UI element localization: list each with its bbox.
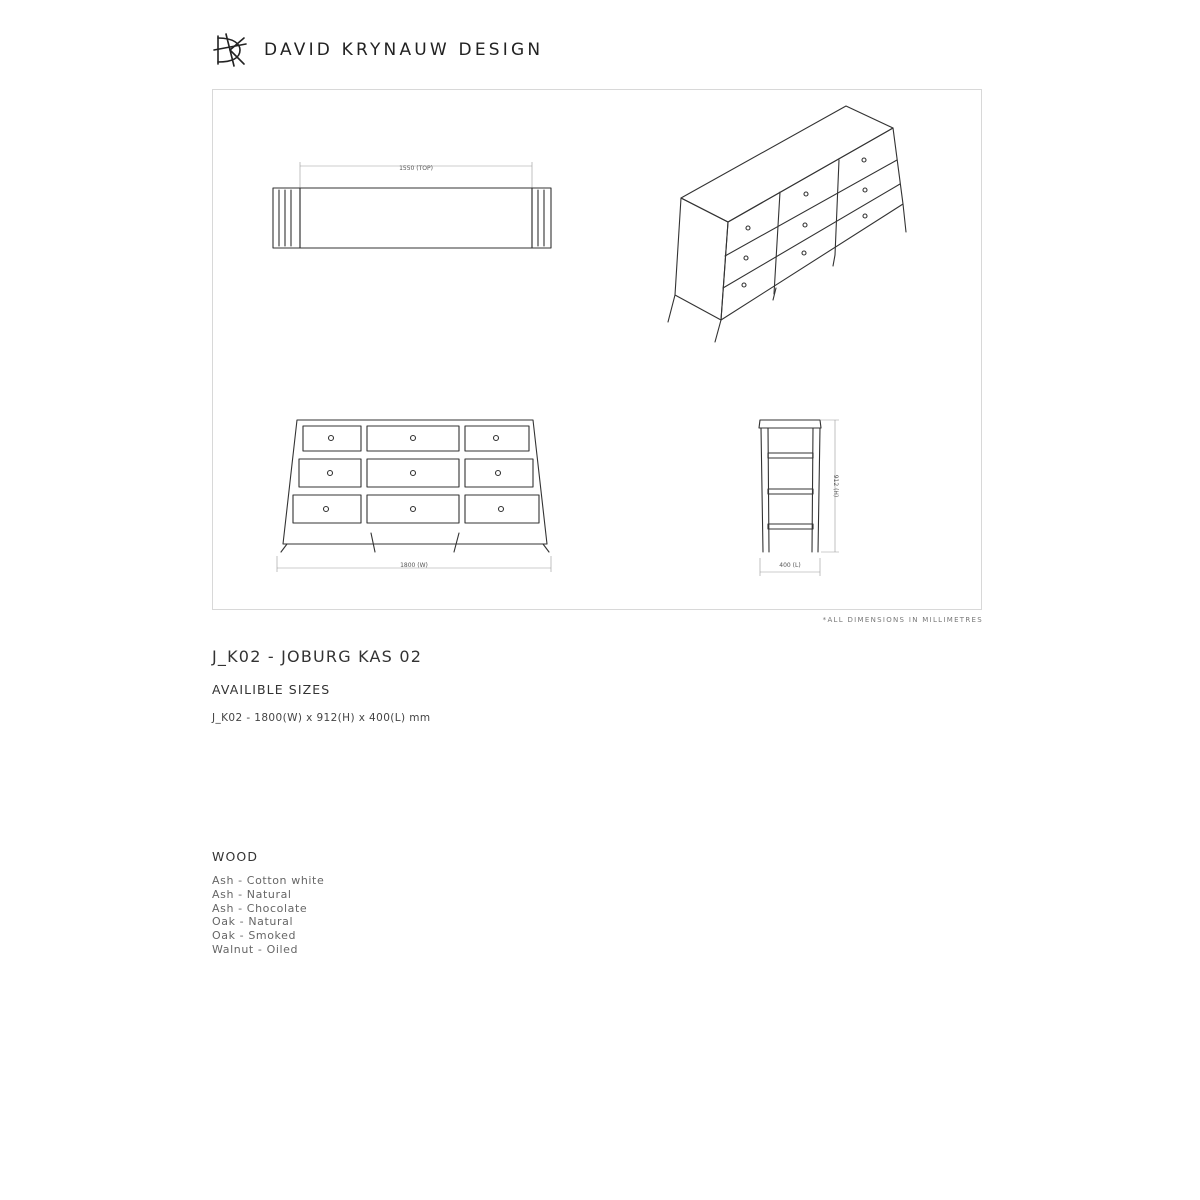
- top-view-drawing: [273, 162, 551, 248]
- front-view-dimension-label: 1800 (W): [400, 562, 428, 569]
- wood-option: Ash - Natural: [212, 887, 292, 901]
- wood-option: Ash - Cotton white: [212, 874, 325, 887]
- top-view-dimension-label: 1550 (TOP): [399, 165, 433, 172]
- technical-drawing-sheet: [212, 89, 982, 610]
- wood-options-list: [212, 874, 324, 957]
- brand-name: DAVID KRYNAUW DESIGN: [264, 40, 544, 60]
- size-item: J_K02 - 1800(W) x 912(H) x 400(L) mm: [212, 712, 431, 724]
- wood-option: Oak - Natural: [212, 915, 294, 929]
- isometric-view-drawing: [668, 106, 906, 342]
- front-view-drawing: [277, 420, 551, 572]
- brand-header: [212, 32, 543, 68]
- dk-monogram-icon: [212, 32, 248, 68]
- side-view-drawing: [759, 420, 839, 576]
- technical-drawing: [213, 90, 983, 611]
- side-view-height-label: 912 (H): [832, 474, 839, 498]
- side-view-width-label: 400 (L): [779, 562, 801, 569]
- wood-option: Walnut - Oiled: [212, 942, 299, 956]
- dimensions-footnote: *ALL DIMENSIONS IN MILLIMETRES: [822, 616, 983, 624]
- wood-heading: WOOD: [212, 849, 259, 864]
- wood-option: Ash - Chocolate: [212, 901, 308, 915]
- sizes-heading: AVAILIBLE SIZES: [212, 682, 331, 697]
- product-title: J_K02 - JOBURG KAS 02: [212, 647, 423, 666]
- wood-option: Oak - Smoked: [212, 929, 297, 943]
